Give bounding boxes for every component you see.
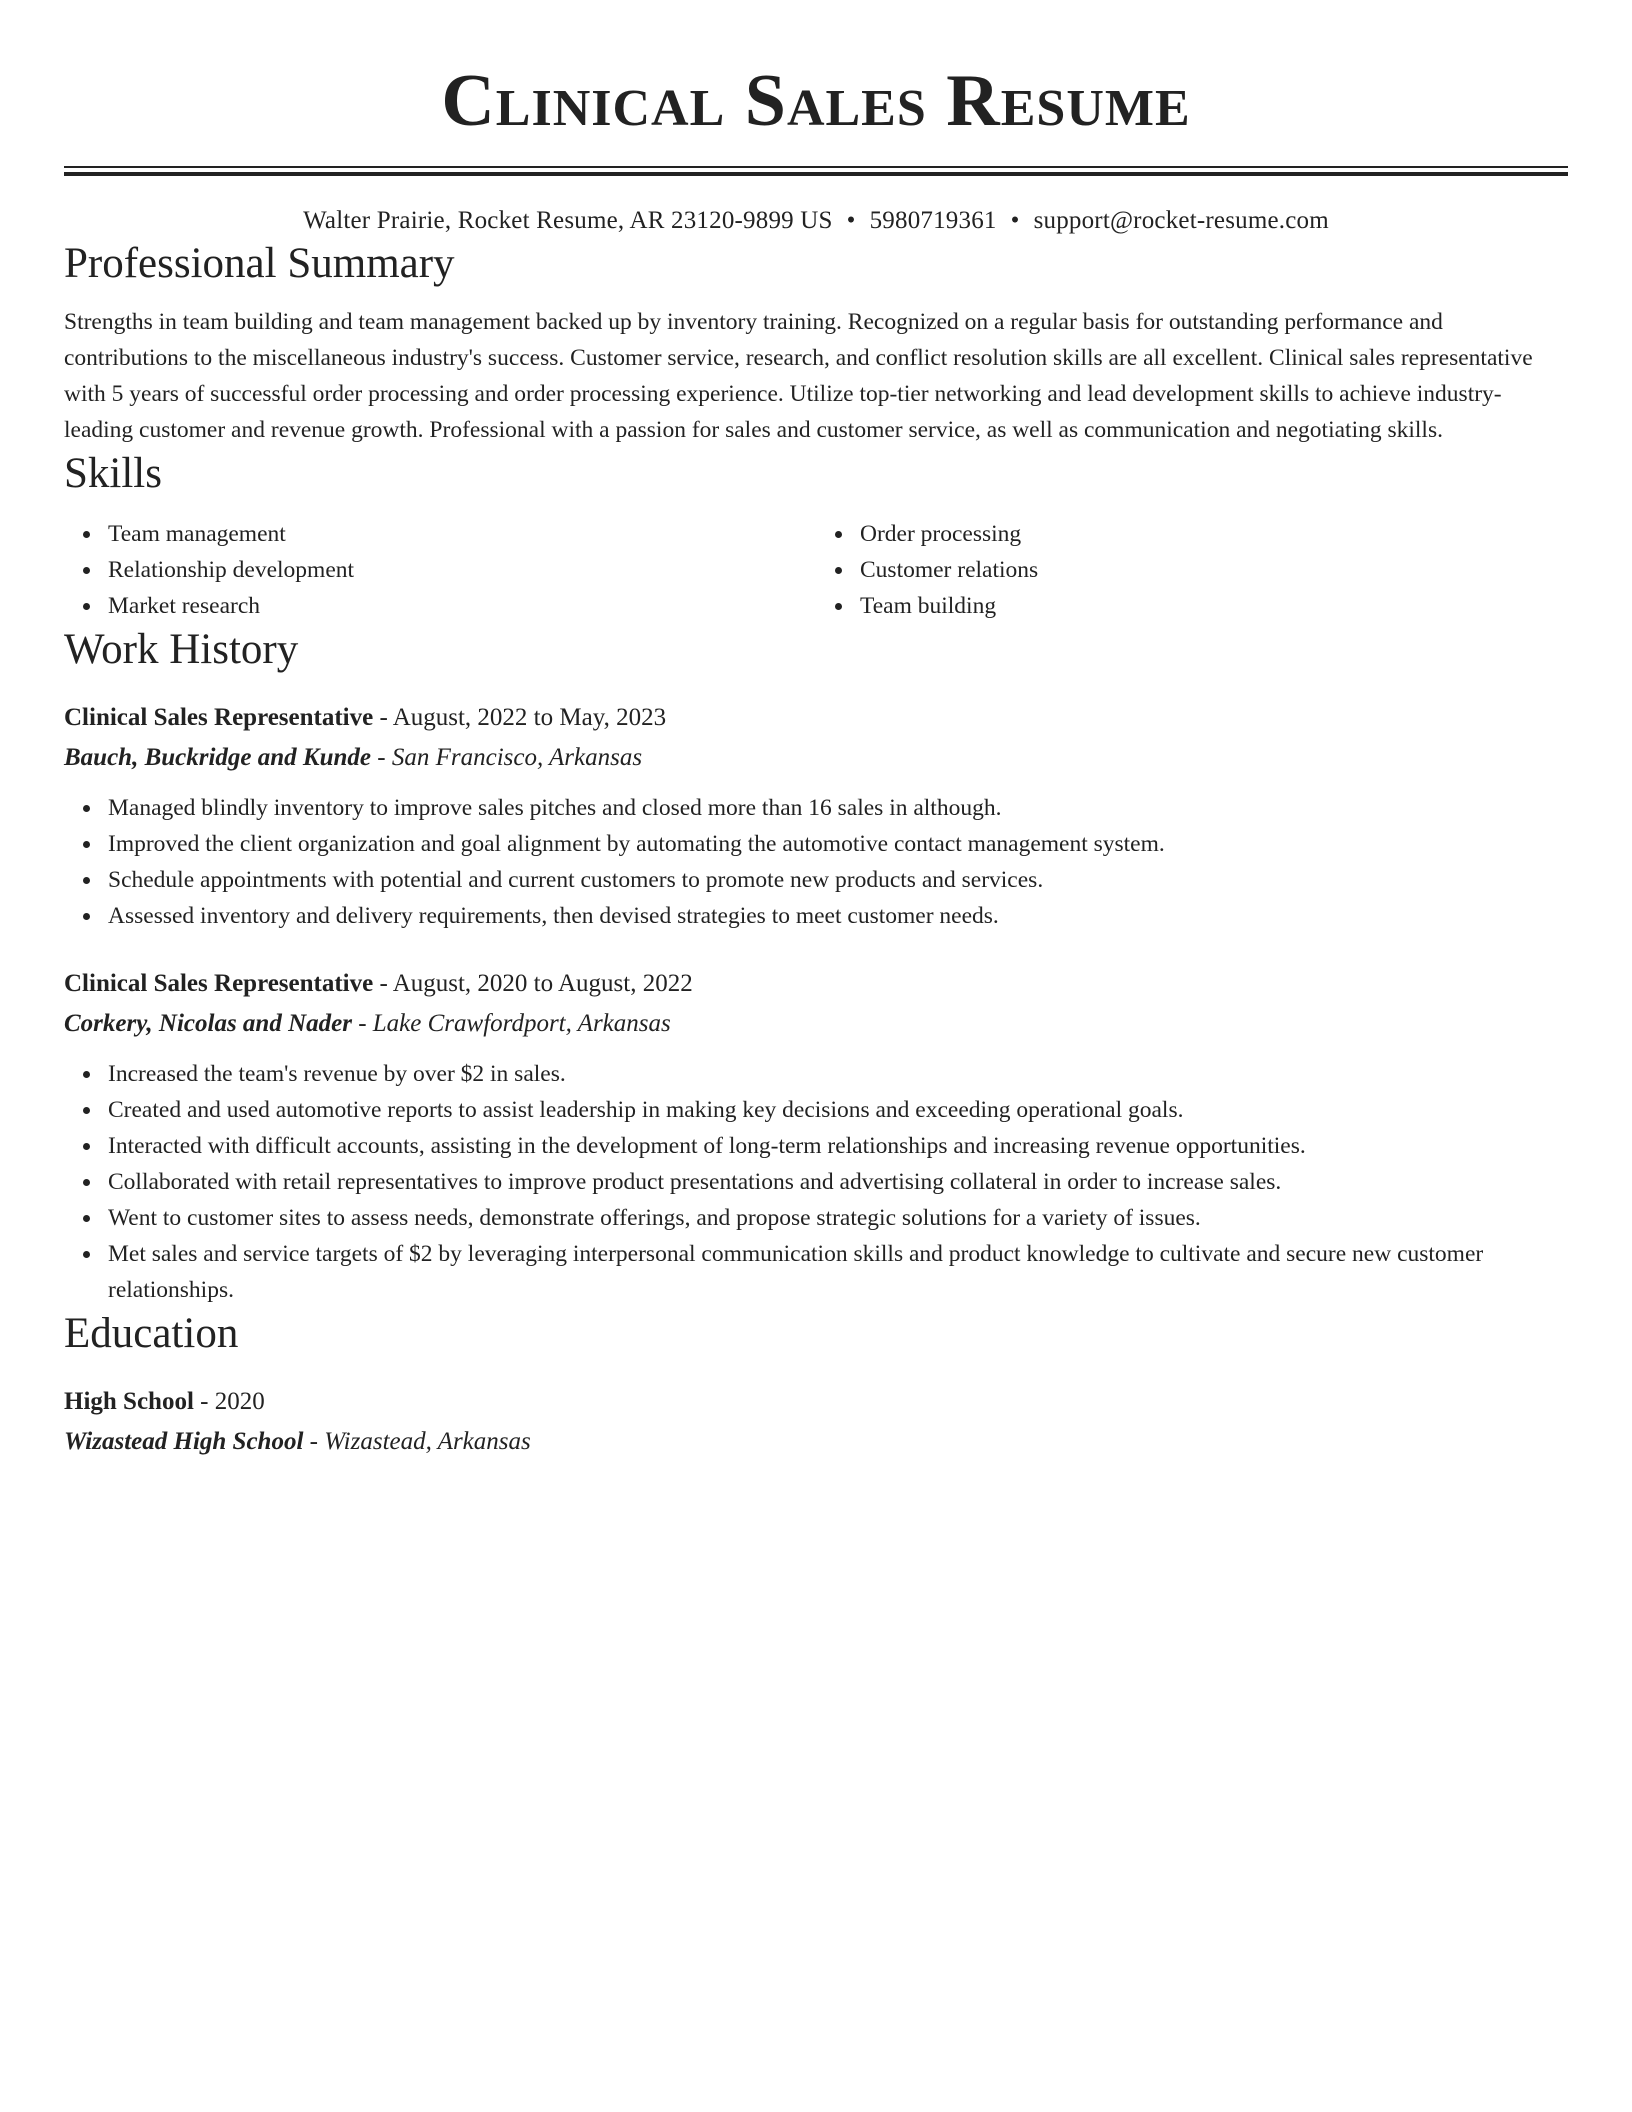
skill-item: Market research xyxy=(108,588,816,624)
job-dates: August, 2020 to August, 2022 xyxy=(392,970,693,997)
skill-item: Order processing xyxy=(860,516,1568,552)
skills-heading: Skills xyxy=(64,450,162,497)
resume-title: Clinical Sales Resume xyxy=(441,60,1191,142)
skill-item: Customer relations xyxy=(860,552,1568,588)
skills-list xyxy=(64,516,1568,624)
job-dates: August, 2022 to May, 2023 xyxy=(392,704,667,731)
education-year: 2020 xyxy=(214,1388,265,1415)
job-dash: - xyxy=(351,1010,373,1037)
title-divider xyxy=(64,166,1568,176)
contact-line xyxy=(64,204,1568,238)
skill-item: Relationship development xyxy=(108,552,816,588)
job-title-line xyxy=(64,698,1568,738)
education-school-line xyxy=(64,1422,1568,1462)
job-bullet: Schedule appointments with potential and current customers to promote new products and services. xyxy=(108,862,1568,898)
education-heading: Education xyxy=(64,1310,239,1357)
job-dash: - xyxy=(371,744,392,771)
education-school: Wizastead High School xyxy=(64,1428,304,1455)
job-dash: - xyxy=(373,704,393,731)
education-degree-line xyxy=(64,1382,1568,1422)
contact-separator: • xyxy=(846,207,856,234)
job-bullets xyxy=(64,790,1568,934)
job-location: Lake Crawfordport, Arkansas xyxy=(372,1010,671,1037)
education-dash: - xyxy=(303,1428,325,1455)
skill-item: Team management xyxy=(108,516,816,552)
job-bullets xyxy=(64,1056,1568,1308)
skills-column-left xyxy=(64,516,816,624)
contact-email: support@rocket-resume.com xyxy=(1033,207,1329,234)
skills-column-right xyxy=(816,516,1568,624)
job-bullet: Improved the client organization and goal alignment by automating the automotive contact management system. xyxy=(108,826,1568,862)
job-bullet: Met sales and service targets of $2 by leveraging interpersonal communication skills and product knowledge to cultivate and secure new customer relationships. xyxy=(108,1236,1568,1308)
contact-address: Walter Prairie, Rocket Resume, AR 23120-9899 US xyxy=(303,207,833,234)
job-bullet: Went to customer sites to assess needs, demonstrate offerings, and propose strategic solutions for a variety of issues. xyxy=(108,1200,1568,1236)
job-bullet: Assessed inventory and delivery requirements, then devised strategies to meet customer needs. xyxy=(108,898,1568,934)
job-title-line xyxy=(64,964,1568,1004)
skill-item: Team building xyxy=(860,588,1568,624)
job-role: Clinical Sales Representative xyxy=(64,704,374,731)
job-company-line xyxy=(64,738,1568,778)
job-bullet: Increased the team's revenue by over $2 in sales. xyxy=(108,1056,1568,1092)
job-entry xyxy=(64,964,1568,1308)
work-history-heading: Work History xyxy=(64,626,299,673)
education-degree: High School xyxy=(64,1388,194,1415)
job-bullet: Collaborated with retail representatives to improve product presentations and advertising collateral in order to increase sales. xyxy=(108,1164,1568,1200)
job-company: Bauch, Buckridge and Kunde xyxy=(64,744,372,771)
job-dash: - xyxy=(373,970,393,997)
job-location: San Francisco, Arkansas xyxy=(391,744,643,771)
job-company: Corkery, Nicolas and Nader xyxy=(64,1010,352,1037)
education-dash: - xyxy=(193,1388,215,1415)
job-entry xyxy=(64,698,1568,934)
education-location: Wizastead, Arkansas xyxy=(324,1428,531,1455)
job-bullet: Managed blindly inventory to improve sales pitches and closed more than 16 sales in although. xyxy=(108,790,1568,826)
contact-separator: • xyxy=(1010,207,1020,234)
summary-text: Strengths in team building and team management backed up by inventory training. Recognized on a regular basis for outstanding performance and contributions to the miscellaneous industry's success. Customer service, research, and conflict resolution skills are all excellent. Clinical sales representative with 5 years of successful order processing and order processing experience. Utilize top-tier networking and lead development skills to achieve industry-leading customer and revenue growth. Professional with a passion for sales and customer service, as well as communication and negotiating skills. xyxy=(64,309,1533,443)
job-bullet: Interacted with difficult accounts, assisting in the development of long-term relationships and increasing revenue opportunities. xyxy=(108,1128,1568,1164)
job-company-line xyxy=(64,1004,1568,1044)
job-role: Clinical Sales Representative xyxy=(64,970,374,997)
job-bullet: Created and used automotive reports to assist leadership in making key decisions and exceeding operational goals. xyxy=(108,1092,1568,1128)
contact-phone: 5980719361 xyxy=(869,207,997,234)
summary-heading: Professional Summary xyxy=(64,240,455,287)
